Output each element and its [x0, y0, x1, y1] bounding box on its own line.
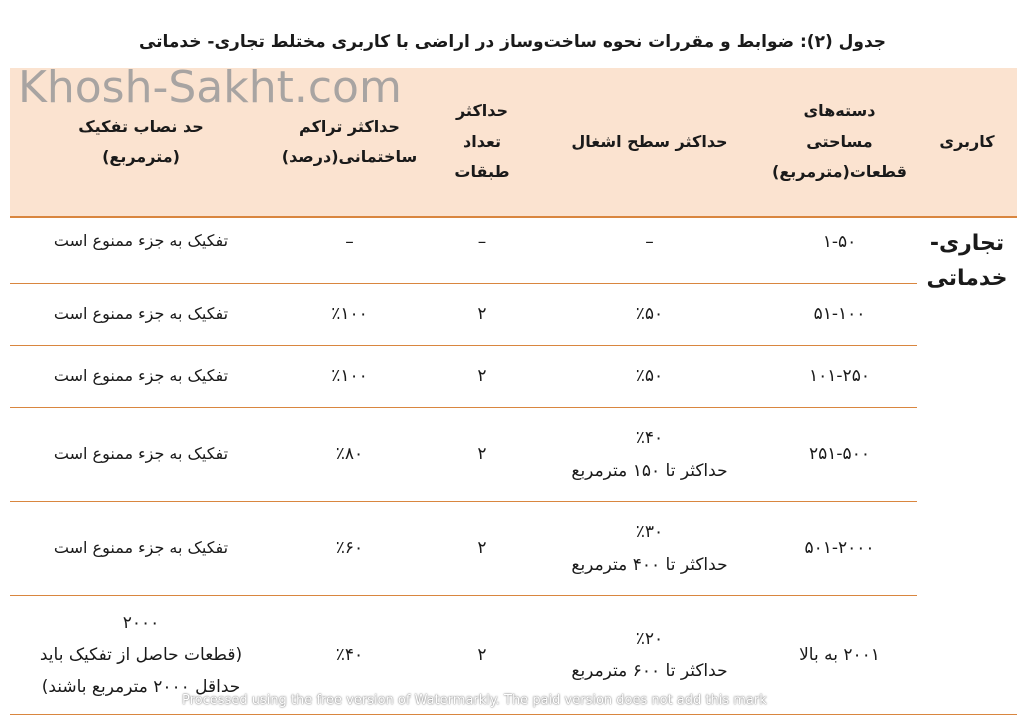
floors-cell: ۲	[427, 284, 537, 346]
table-row	[10, 346, 1017, 408]
header-split	[10, 68, 272, 217]
coverage-percent: ٪۳۰	[635, 522, 664, 543]
floors-cell: ۲	[427, 502, 537, 596]
header-floors-line1: حداکثر	[455, 101, 509, 121]
coverage-cell: –	[537, 217, 762, 284]
area-cell: ۵۰۱-۲۰۰۰	[762, 502, 917, 596]
coverage-cell: ٪۵۰	[537, 346, 762, 408]
header-density-line2: ساختمانی(درصد)	[281, 147, 418, 166]
header-floors-line2: تعداد	[463, 131, 501, 151]
split-cell: تفکیک به جزء ممنوع است	[10, 502, 272, 596]
density-cell: ٪۸۰	[272, 408, 427, 502]
table-row	[10, 217, 1017, 284]
area-cell: ۵۱-۱۰۰	[762, 284, 917, 346]
area-cell: ۱-۵۰	[762, 217, 917, 284]
header-coverage: حداکثر سطح اشغال	[537, 68, 762, 217]
coverage-cell	[537, 502, 762, 596]
split-note-line2: حداقل ۲۰۰۰ مترمربع باشند)	[41, 677, 241, 698]
table-row	[10, 284, 1017, 346]
use-cell	[917, 217, 1017, 715]
table-caption: جدول (۲): ضوابط و مقررات نحوه ساخت‌وساز در اراضی با کاربری مختلط تجاری- خدماتی	[138, 32, 887, 52]
use-line1: تجاری-	[929, 231, 1005, 256]
header-density-line1: حداکثر تراکم	[299, 116, 400, 136]
area-cell: ۲۵۱-۵۰۰	[762, 408, 917, 502]
watermark-notice: Processed using the free version of Watermarkly. The paid version does not add this mark	[182, 693, 767, 708]
coverage-cell: ٪۵۰	[537, 284, 762, 346]
header-area-line2: مساحتی	[806, 131, 873, 151]
table-row	[10, 502, 1017, 596]
density-cell: ٪۱۰۰	[272, 284, 427, 346]
coverage-percent: ٪۲۰	[635, 628, 664, 649]
header-split-line1: حد نصاب تفکیک	[78, 116, 204, 136]
split-min-area: ۲۰۰۰	[122, 612, 160, 633]
header-floors-line3: طبقات	[454, 162, 510, 182]
split-cell: تفکیک به جزء ممنوع است	[10, 346, 272, 408]
header-use: کاربری	[917, 68, 1017, 217]
floors-cell: ۲	[427, 596, 537, 715]
density-cell: ٪۶۰	[272, 502, 427, 596]
floors-cell: ۲	[427, 408, 537, 502]
coverage-percent: ٪۴۰	[635, 428, 664, 449]
watermark: Khosh-Sakht.com	[18, 62, 402, 113]
density-cell: ٪۴۰	[272, 596, 427, 715]
header-density	[272, 68, 427, 217]
header-split-line2: (مترمربع)	[102, 147, 180, 166]
header-area-line3: قطعات(مترمربع)	[772, 162, 907, 182]
header-row	[10, 68, 1017, 217]
floors-cell: –	[427, 217, 537, 284]
regulations-table	[10, 68, 1017, 715]
coverage-max: حداکثر تا ۱۵۰ مترمربع	[571, 460, 728, 481]
split-cell: تفکیک به جزء ممنوع است	[10, 217, 272, 284]
header-floors	[427, 68, 537, 217]
coverage-max: حداکثر تا ۶۰۰ مترمربع	[571, 661, 728, 681]
split-note-line1: (قطعات حاصل از تفکیک باید	[39, 644, 243, 665]
floors-cell: ۲	[427, 346, 537, 408]
header-area	[762, 68, 917, 217]
split-cell: تفکیک به جزء ممنوع است	[10, 408, 272, 502]
coverage-cell	[537, 408, 762, 502]
coverage-max: حداکثر تا ۴۰۰ مترمربع	[571, 554, 728, 575]
area-cell: ۱۰۱-۲۵۰	[762, 346, 917, 408]
table-row	[10, 408, 1017, 502]
density-cell: –	[272, 217, 427, 284]
use-line2: خدماتی	[926, 266, 1008, 292]
area-cell: ۲۰۰۱ به بالا	[762, 596, 917, 715]
header-area-line1: دسته‌های	[803, 101, 876, 121]
density-cell: ٪۱۰۰	[272, 346, 427, 408]
split-cell: تفکیک به جزء ممنوع است	[10, 284, 272, 346]
